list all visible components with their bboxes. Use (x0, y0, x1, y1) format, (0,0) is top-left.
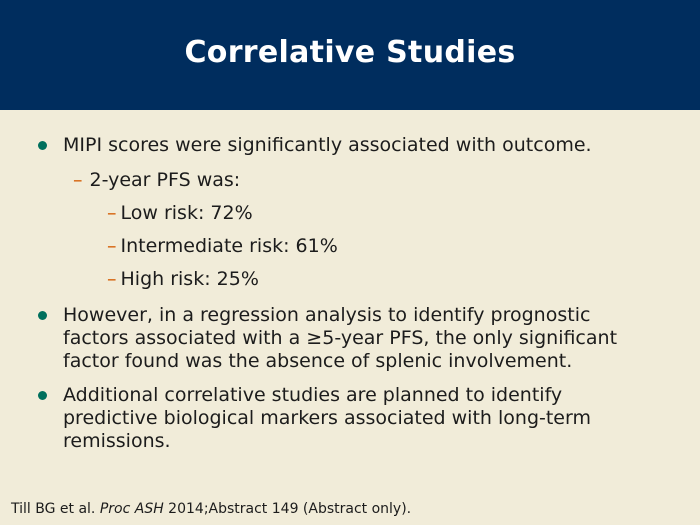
sub-sub-bullet-high (107, 268, 259, 291)
bullet-3-line-2: predictive biological markers associated with long-term (63, 407, 591, 429)
dash-marker: – (73, 169, 83, 191)
bullet-dot (38, 391, 47, 400)
intermediate-risk-text: Intermediate risk: 61% (120, 235, 338, 257)
citation (11, 500, 411, 518)
citation-authors: Till BG et al. (11, 501, 100, 517)
sub-bullet-pfs (73, 169, 240, 192)
bullet-3-line-1: Additional correlative studies are planned to identify (63, 384, 563, 406)
sub-sub-bullet-intermediate (107, 235, 338, 258)
citation-details: 2014;Abstract 149 (Abstract only). (163, 501, 412, 517)
bullet-dot (38, 141, 47, 150)
dash-marker: – (107, 268, 117, 290)
sub-sub-bullet-low (107, 202, 253, 225)
bullet-1-text: MIPI scores were significantly associated with outcome. (63, 134, 592, 156)
bullet-dot (38, 311, 47, 320)
bullet-2-line-1: However, in a regression analysis to identify prognostic (63, 304, 591, 326)
bullet-3-line-3: remissions. (63, 430, 171, 452)
citation-journal: Proc ASH (99, 501, 164, 517)
high-risk-text: High risk: 25% (120, 268, 259, 290)
bullet-2-line-2: factors associated with a ≥5-year PFS, the only significant (63, 327, 618, 349)
dash-marker: – (107, 202, 117, 224)
low-risk-text: Low risk: 72% (120, 202, 253, 224)
dash-marker: – (107, 235, 117, 257)
slide-title: Correlative Studies (184, 35, 516, 70)
sub-bullet-pfs-text: 2-year PFS was: (89, 169, 241, 191)
bullet-2-line-3: factor found was the absence of splenic involvement. (63, 350, 573, 372)
title-bar (0, 0, 700, 110)
